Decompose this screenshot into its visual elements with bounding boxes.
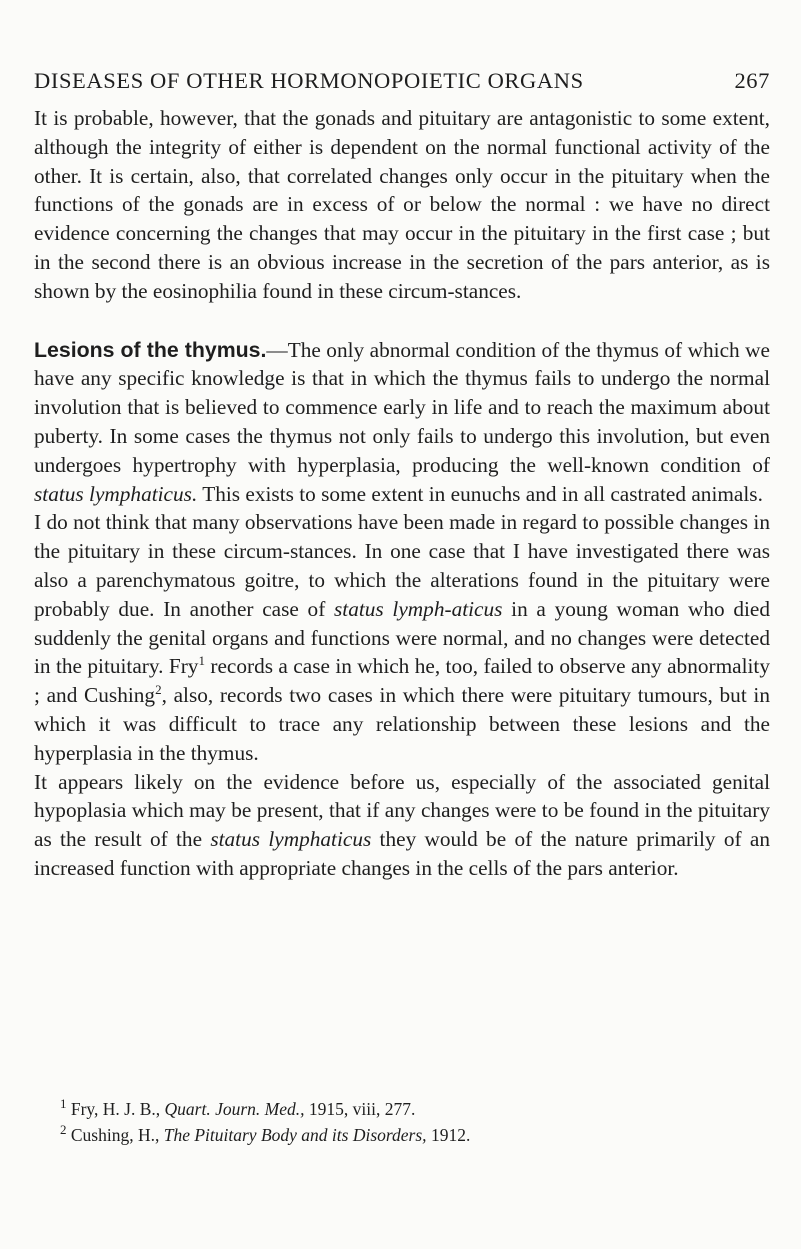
footnote-text: Cushing, H.,	[66, 1125, 164, 1145]
paragraph-4-text-end: they would be of the nature primarily of an increased function with appropriate changes in the cells of the pars anterior.	[34, 827, 770, 880]
paragraph-3-text: I do not think that many observations have been made in regard to possible changes in the pituitary in these circum-stances. In one case that I have investigated there was also a parenchymatous goitre, to which the alterations found in the pituitary were probably due. In another case of	[34, 510, 770, 621]
footnote-book-title: The Pituitary Body and its Disorders,	[163, 1125, 427, 1145]
paragraph-3-text-4: , also, records two cases in which there were pituitary tumours, but in which it was difficult to trace any relationship between these lesions and the hyperplasia in the thymus.	[34, 683, 770, 765]
footnote-mark: 2	[60, 1122, 67, 1138]
footnotes	[60, 1096, 770, 1148]
italic-term: status lymphaticus	[210, 827, 372, 852]
italic-term: status lymphaticus.	[34, 481, 198, 506]
footnote-text-end: 1912.	[426, 1125, 471, 1145]
main-text	[34, 104, 770, 883]
paragraph-3	[34, 508, 770, 767]
paragraph-gap	[34, 306, 770, 336]
footnote-2	[60, 1122, 770, 1148]
running-header	[34, 68, 770, 94]
footnote-mark: 1	[60, 1096, 67, 1112]
paragraph-4-text: It appears likely on the evidence before us, especially of the associated genital hypoplasia which may be present, that if any changes were to be found in the pituitary as the result of the	[34, 769, 770, 852]
paragraph-3-text-2: in a young woman who died suddenly the genital organs and functions were normal, and no changes were detected in the pituitary. Fry	[34, 596, 770, 679]
footnote-text-end: 1915, viii, 277.	[304, 1099, 416, 1119]
paragraph-2-text-end: This exists to some extent in eunuchs and in all castrated animals.	[197, 481, 763, 506]
paragraph-3-text-3: records a case in which he, too, failed to observe any abnormality ; and Cushing	[34, 654, 771, 708]
page-number: 267	[734, 68, 770, 93]
footnote-journal: Quart. Journ. Med.,	[164, 1099, 305, 1119]
section-heading: Lesions of the thymus.	[34, 337, 267, 362]
paragraph-2-text: —The only abnormal condition of the thymus of which we have any specific knowledge is that in which the thymus fails to undergo the normal involution that is believed to commence early in life and to reach the maximum about puberty. In some cases the thymus not only fails to undergo this involution, but even undergoes hypertrophy with hyperplasia, producing the well-known condition of	[34, 337, 770, 477]
running-title: DISEASES OF OTHER HORMONOPOIETIC ORGANS	[34, 68, 584, 93]
footnote-text: Fry, H. J. B.,	[66, 1099, 165, 1119]
footnote-1	[60, 1096, 770, 1122]
paragraph-1: It is probable, however, that the gonads and pituitary are antagonistic to some extent, although the integrity of either is dependent on the normal functional activity of the other. It is certain, also, that correlated changes only occur in the pituitary when the functions of the gonads are in excess of or below the normal : we have no direct evidence concerning the changes that may occur in the pituitary in the first case ; but in the second there is an obvious increase in the secretion of the pars anterior, as is shown by the eosinophilia found in these circum-stances.	[34, 106, 770, 303]
footnote-ref-1[interactable]: 1	[198, 653, 205, 669]
footnote-ref-2[interactable]: 2	[155, 682, 162, 698]
paragraph-4	[34, 768, 770, 883]
paragraph-2	[34, 336, 770, 509]
italic-term: status lymph-aticus	[334, 596, 503, 621]
